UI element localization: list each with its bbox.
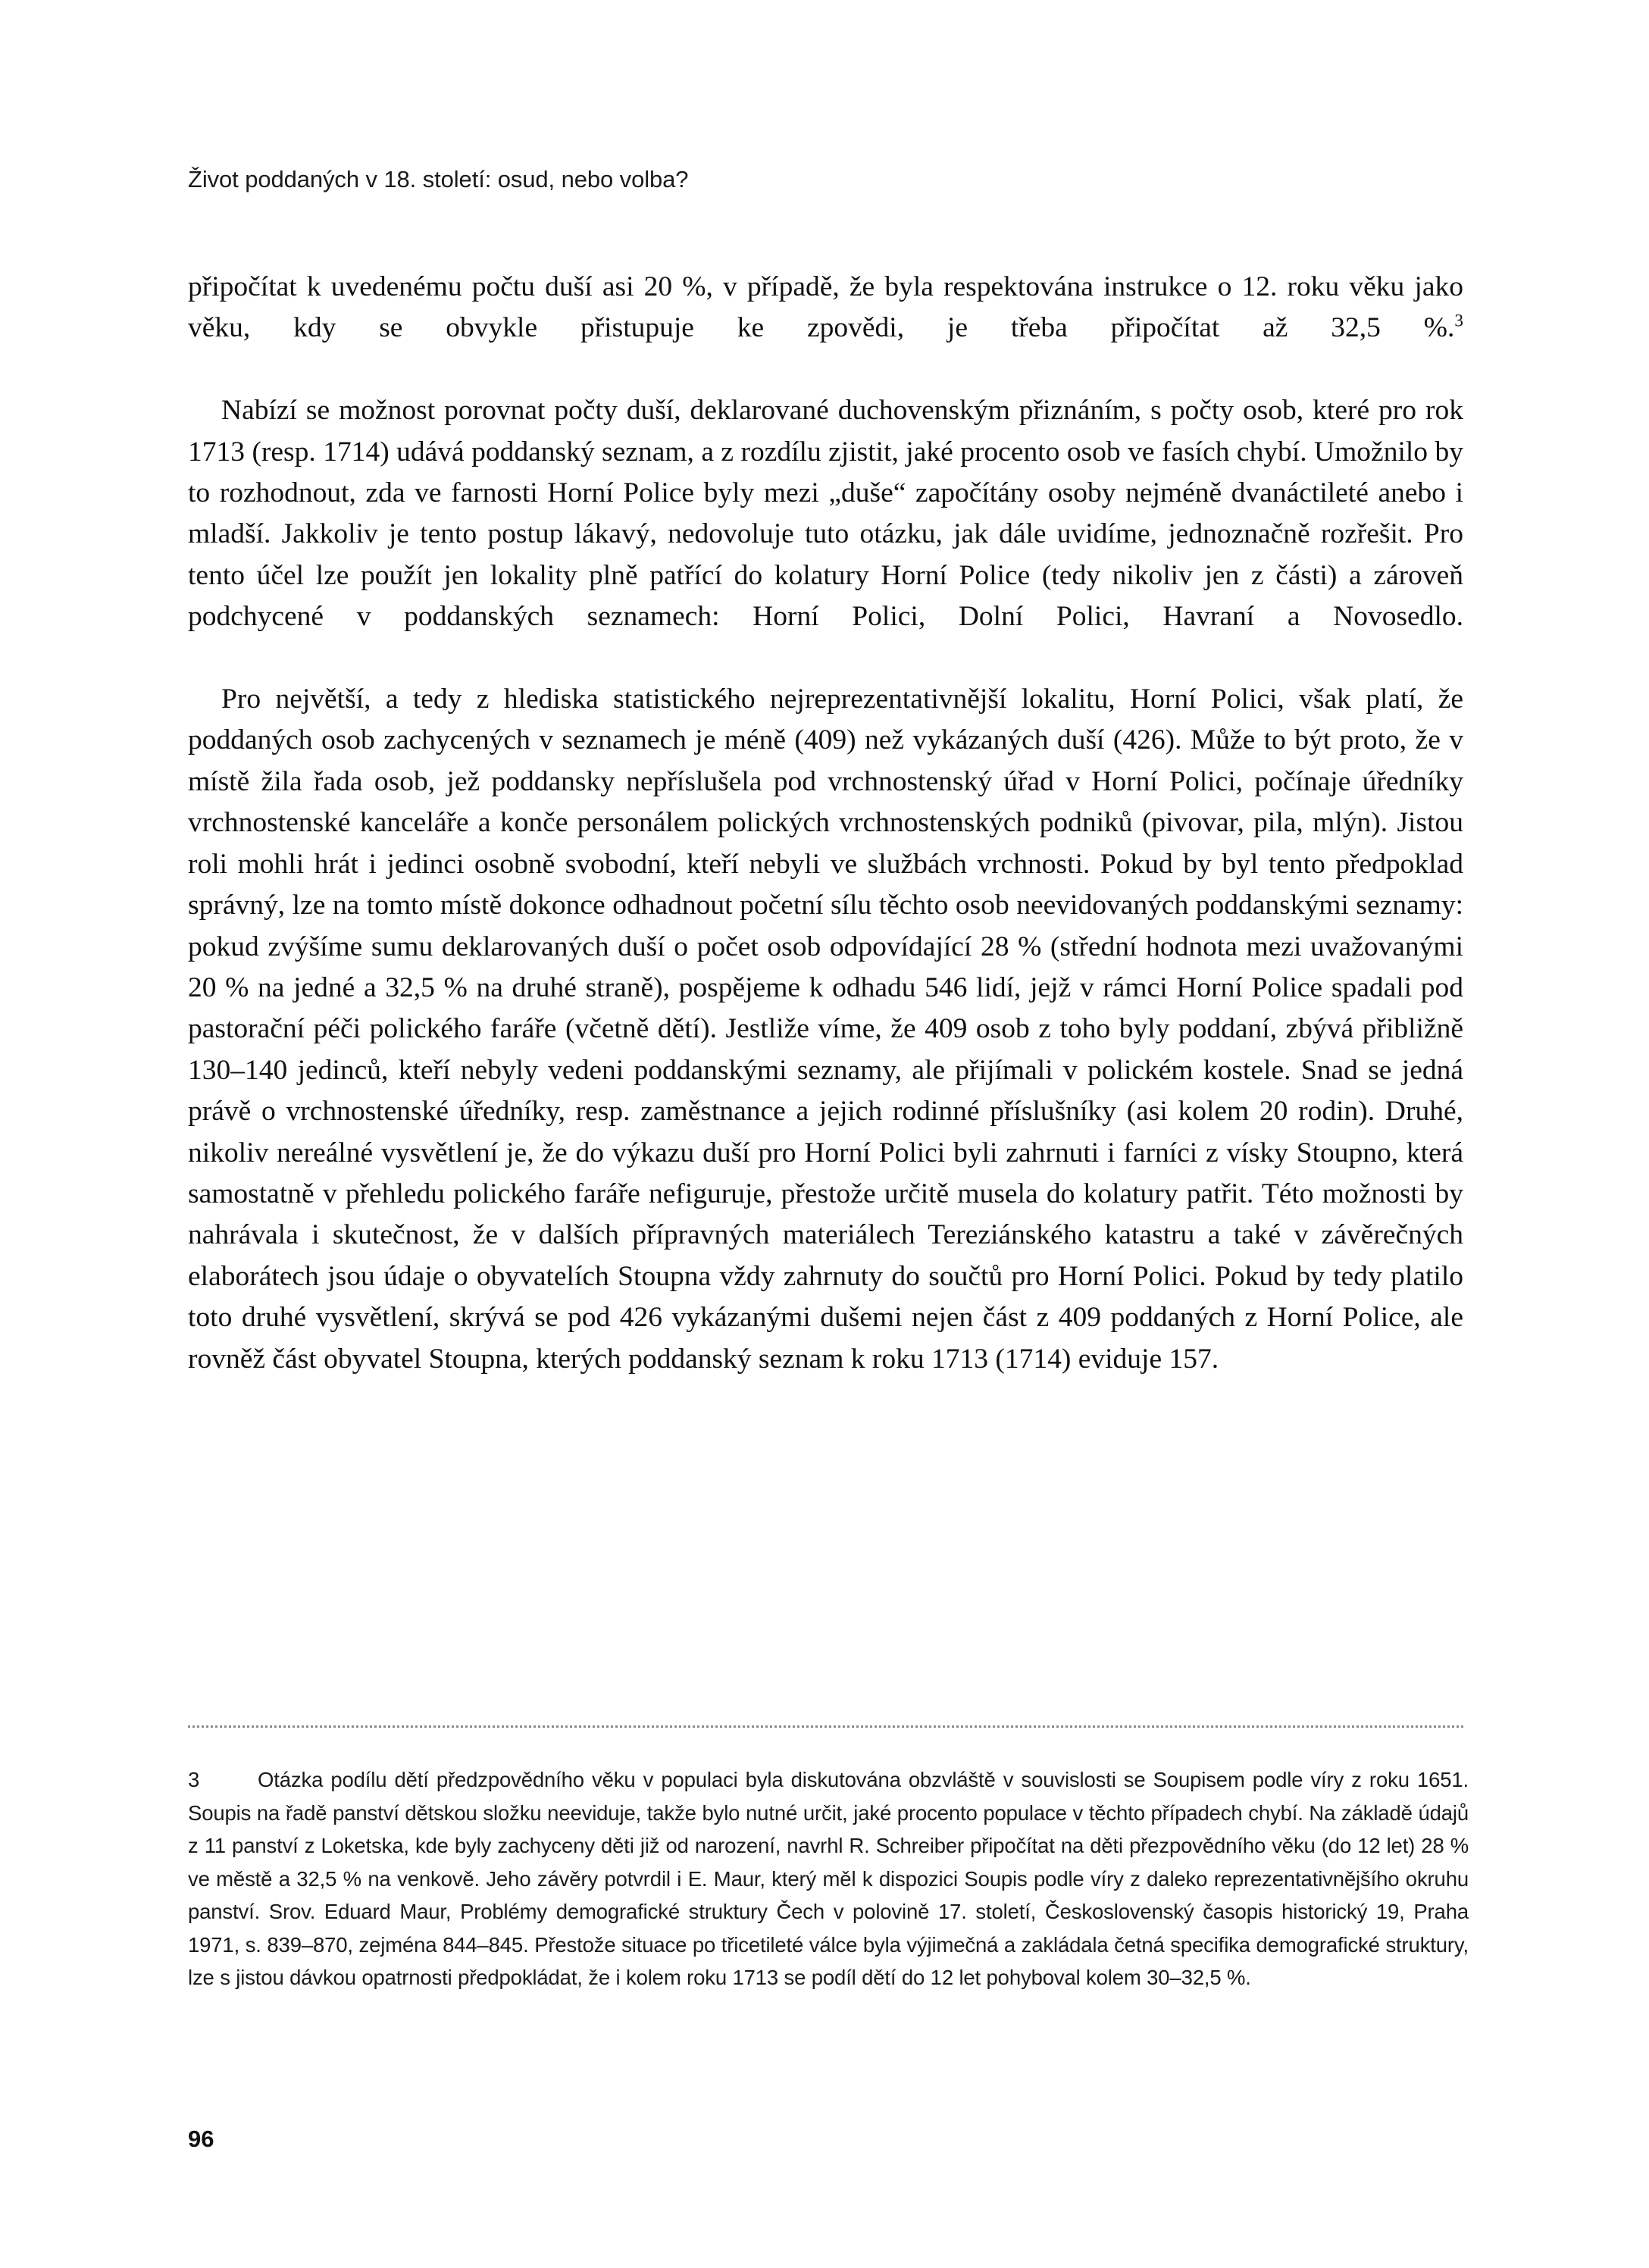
body-text-block <box>188 267 1463 1380</box>
paragraph-3-text: Pro největší, a tedy z hlediska statistického nejreprezentativnější lokalitu, Horní Polici, však platí, že poddaných osob zachycených v seznamech je méně (409) než vykázaných duší (426). Může to být proto, že v místě žila řada osob, jež poddansky nepříslušela pod vrchnostenský úřad v Horní Polici, počínaje úředníky vrchnostenské kanceláře a konče personálem polických vrchnostenských podniků (pivovar, pila, mlýn). Jistou roli mohli hrát i jedinci osobně svobodní, kteří nebyli ve službách vrchnosti. Pokud by byl tento předpoklad správný, lze na tomto místě dokonce odhadnout početní sílu těchto osob neevidovaných poddanskými seznamy: pokud zvýšíme sumu deklarovaných duší o počet osob odpovídající 28 % (střední hodnota mezi uvažovanými 20 % na jedné a 32,5 % na druhé straně), pospějeme k odhadu 546 lidí, jejž v rámci Horní Police spadali pod pastorační péči polického faráře (včetně dětí). Jestliže víme, že 409 osob z toho byly poddaní, zbývá přibližně 130–140 jedinců, kteří nebyly vedeni poddanskými seznamy, ale přijímali v polickém kostele. Snad se jedná právě o vrchnostenské úředníky, resp. zaměstnance a jejich rodinné příslušníky (asi kolem 20 rodin). Druhé, nikoliv nereálné vysvětlení je, že do výkazu duší pro Horní Polici byli zahrnuti i farníci z vísky Stoupno, která samostatně v přehledu polického faráře nefiguruje, přestože určitě musela do kolatury patřit. Této možnosti by nahrávala i skutečnost, že v dalších přípravných materiálech Tereziánského katastru a také v závěrečných elaborátech jsou údaje o obyvatelích Stoupna vždy zahrnuty do součtů pro Horní Polici. Pokud by tedy platilo toto druhé vysvětlení, skrývá se pod 426 vykázanými dušemi nejen část z 409 poddaných z Horní Police, ale rovněž část obyvatel Stoupna, kterých poddanský seznam k roku 1713 (1714) eviduje 157. <box>188 684 1463 1375</box>
footnote-separator-rule <box>188 1725 1463 1728</box>
footnote-text: Otázka podílu dětí předzpovědního věku v populaci byla diskutována obzvláště v souvislosti se Soupisem podle víry z roku 1651. Soupis na řadě panství dětskou složku neeviduje, takže bylo nutné určit, jaké procento populace v těchto případech chybí. Na základě údajů z 11 panství z Loketska, kde byly zachyceny děti již od narození, navrhl R. Schreiber připočítat na děti přezpovědního věku (do 12 let) 28 % ve městě a 32,5 % na venkově. Jeho závěry potvrdil i E. Maur, který měl k dispozici Soupis podle víry z daleko reprezentativnějšího okruhu panství. Srov. Eduard Maur, Problémy demografické struktury Čech v polovině 17. století, Československý časopis historický 19, Praha 1971, s. 839–870, zejména 844–845. Přestože situace po třicetileté válce byla výjimečná a zakládala četná specifika demografické struktury, lze s jistou dávkou opatrnosti předpokládat, že i kolem roku 1713 se podíl dětí do 12 let pohyboval kolem 30–32,5 %. <box>188 1768 1469 1989</box>
body-paragraph-2 <box>188 390 1463 679</box>
paragraph-1-text: připočítat k uvedenému počtu duší asi 20 %, v případě, že byla respektována instrukce o 12. roku věku jako věku, kdy se obvykle přistupuje ke zpovědi, je třeba připočítat až 32,5 %. <box>188 271 1463 344</box>
running-header: Život poddaných v 18. století: osud, nebo volba? <box>188 166 689 192</box>
page-number: 96 <box>188 2126 214 2152</box>
footnote-reference-marker[interactable]: 3 <box>1454 311 1463 331</box>
footnote-number: 3 <box>188 1768 200 1791</box>
footnote-block <box>188 1763 1469 1994</box>
body-paragraph-1 <box>188 267 1463 390</box>
footnote-3 <box>188 1763 1469 1994</box>
body-paragraph-3 <box>188 679 1463 1380</box>
paragraph-2-text: Nabízí se možnost porovnat počty duší, deklarované duchovenským přiznáním, s počty osob, které pro rok 1713 (resp. 1714) udává poddanský seznam, a z rozdílu zjistit, jaké procento osob ve fasích chybí. Umožnilo by to rozhodnout, zda ve farnosti Horní Police byly mezi „duše“ započítány osoby nejméně dvanáctileté anebo i mladší. Jakkoliv je tento postup lákavý, nedovoluje tuto otázku, jak dále uvidíme, jednoznačně rozřešit. Pro tento účel lze použít jen lokality plně patřící do kolatury Horní Police (tedy nikoliv jen z části) a zároveň podchycené v poddanských seznamech: Horní Polici, Dolní Polici, Havraní a Novosedlo. <box>188 395 1463 633</box>
